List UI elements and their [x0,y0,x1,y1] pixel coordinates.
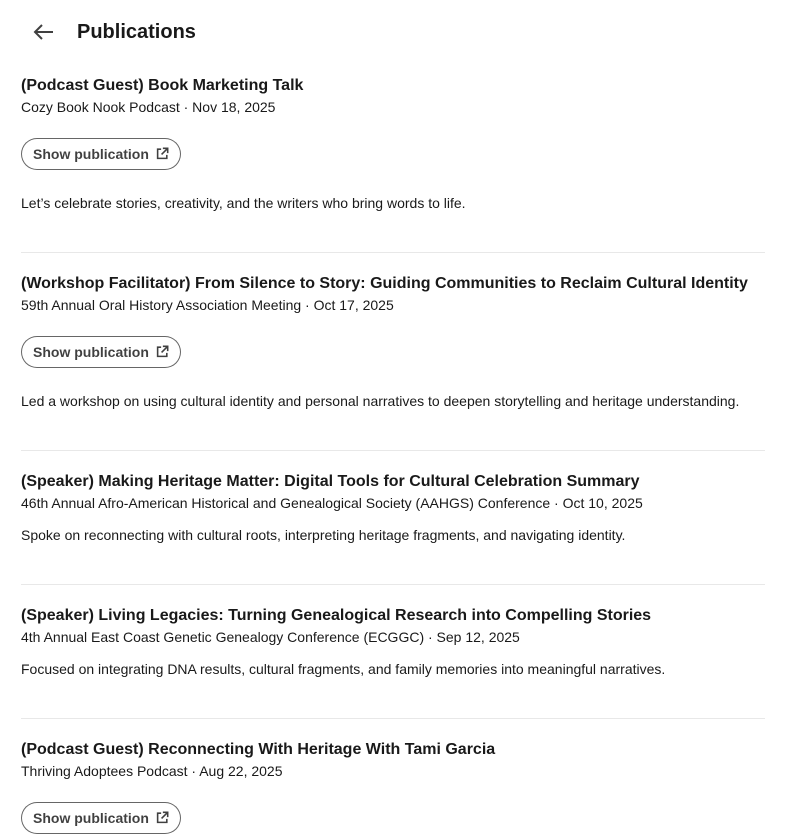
show-publication-label: Show publication [33,810,149,826]
divider [21,718,765,719]
external-link-icon [155,345,169,359]
publication-description: Led a workshop on using cultural identity and personal narratives to deepen storytelling and heritage understanding. [21,393,740,409]
publication-subtitle: Cozy Book Nook Podcast · Nov 18, 2025 [21,99,276,115]
back-button[interactable] [24,14,64,50]
divider [21,252,765,253]
publication-item [21,471,765,561]
publication-title: (Speaker) Making Heritage Matter: Digital Tools for Cultural Celebration Summary [21,473,640,490]
publication-description: Spoke on reconnecting with cultural roots, interpreting heritage fragments, and navigating identity. [21,527,626,543]
external-link-icon [155,147,169,161]
publication-title: (Speaker) Living Legacies: Turning Genealogical Research into Compelling Stories [21,607,652,624]
publication-title: (Workshop Facilitator) From Silence to Story: Guiding Communities to Reclaim Cultural Identity [21,275,748,292]
arrow-left-icon [32,20,56,44]
show-publication-button[interactable] [21,138,181,170]
publication-subtitle: 46th Annual Afro-American Historical and Genealogical Society (AAHGS) Conference · Oct 10, 2025 [21,495,643,511]
publication-item [21,605,765,695]
publication-item [21,75,765,225]
publication-item [21,739,765,839]
publication-description: Let’s celebrate stories, creativity, and the writers who bring words to life. [21,195,466,211]
page-header [0,0,786,64]
publication-description: Focused on integrating DNA results, cultural fragments, and family memories into meaningful narratives. [21,661,666,677]
publication-subtitle: 4th Annual East Coast Genetic Genealogy Conference (ECGGC) · Sep 12, 2025 [21,629,520,645]
page-title: Publications [77,21,196,43]
divider [21,450,765,451]
divider [21,584,765,585]
show-publication-button[interactable] [21,336,181,368]
publication-item [21,273,765,423]
show-publication-label: Show publication [33,344,149,360]
publication-subtitle: 59th Annual Oral History Association Meeting · Oct 17, 2025 [21,297,394,313]
publication-title: (Podcast Guest) Book Marketing Talk [21,77,304,94]
show-publication-button[interactable] [21,802,181,834]
publication-subtitle: Thriving Adoptees Podcast · Aug 22, 2025 [21,763,283,779]
external-link-icon [155,811,169,825]
show-publication-label: Show publication [33,146,149,162]
publication-title: (Podcast Guest) Reconnecting With Heritage With Tami Garcia [21,741,496,758]
